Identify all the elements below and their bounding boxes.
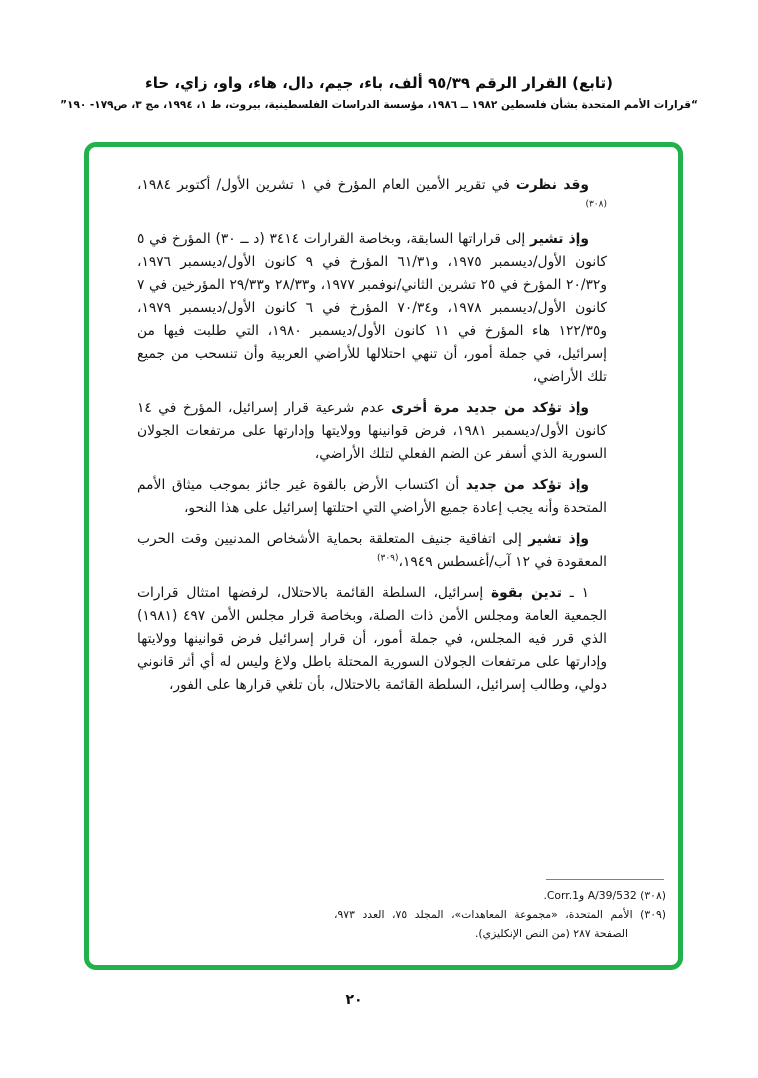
paragraph-text: عدم شرعية قرار إسرائيل، المؤرخ في ١٤ كانون الأول/ديسمبر ١٩٨١، فرض قوانينها وولايتها وإدارتها على مرتفعات الجولان السورية الذي أسفر عن الضم الفعلي لتلك الأراضي،	[137, 400, 607, 462]
paragraph-text: ١ ـ	[561, 585, 589, 601]
paragraph	[137, 397, 607, 466]
page-number: ٢٠	[345, 992, 363, 1008]
paragraph-text: أن اكتساب الأرض بالقوة غير جائز بموجب ميثاق الأمم المتحدة وأنه يجب إعادة جميع الأراضي التي احتلتها إسرائيل على هذا النحو،	[137, 477, 607, 516]
paragraph-lead: وإذ تشير	[530, 231, 589, 247]
document-frame	[84, 142, 683, 970]
paragraph	[137, 228, 607, 389]
page-header	[0, 74, 758, 111]
footnote-divider	[546, 879, 664, 880]
paragraph	[137, 582, 607, 697]
paragraph	[137, 528, 607, 574]
paragraph-text: في تقرير الأمين العام المؤرخ في ١ تشرين الأول/ أكتوبر ١٩٨٤،	[137, 177, 516, 193]
source-citation: “قرارات الأمم المتحدة بشأن فلسطين ١٩٨٢ ــ ١٩٨٦، مؤسسة الدراسات الفلسطينية، بيروت، ط ١، ١٩٩٤، مج ٣، ص١٧٩- ١٩٠”	[60, 99, 698, 111]
footnote: (٣٠٩) الأمم المتحدة، «مجموعة المعاهدات»، المجلد ٧٥، العدد ٩٧٣، الصفحة ٢٨٧ (من النص الإنكليزي).	[334, 908, 667, 940]
paragraph-lead: وإذ تشير	[528, 531, 589, 547]
footnote-ref: (٣٠٩)	[376, 553, 399, 564]
paragraph-text: إلى اتفاقية جنيف المتعلقة بحماية الأشخاص المدنيين وقت الحرب المعقودة في ١٢ آب/أغسطس ١٩٤٩،	[137, 531, 607, 570]
footnote: (٣٠٨) A/39/532 وCorr.1.	[543, 889, 666, 902]
footnote-ref: (٣٠٨)	[585, 199, 607, 210]
paragraph-text: إسرائيل، السلطة القائمة بالاحتلال، لرفضها امتثال قرارات الجمعية العامة ومجلس الأمن ذات الصلة، وبخاصة قرار مجلس الأمن ٤٩٧ (١٩٨١) الذي قرر فيه المجلس، في جملة أمور، أن قرار إسرائيل فرض قوانينها وولايتها وإدارتها على مرتفعات الجولان السورية المحتلة باطل ولاغ وليس له أي أثر قانوني دولي، وطالب إسرائيل، السلطة القائمة بالاحتلال، بأن تلغي قرارها على الفور،	[137, 585, 607, 693]
paragraph	[137, 174, 607, 220]
paragraph-lead: تدين بقوة	[491, 585, 562, 601]
resolution-title: (تابع) القرار الرقم ٩٥/٣٩ ألف، باء، جيم، دال، هاء، واو، زاي، حاء	[145, 74, 613, 92]
paragraph-text: إلى قراراتها السابقة، وبخاصة القرارات ٣٤١٤ (د ــ ٣٠) المؤرخ في ٥ كانون الأول/ديسمبر ١٩٧٥، و٦١/٣١ المؤرخ في ٩ كانون الأول/ديسمبر ١٩٧٦، و٢٠/٣٢ المؤرخ في ٢٥ تشرين الثاني/نوفمبر ١٩٧٧، و٢٨/٣٣ و٢٩/٣٣ المؤرخين في ٧ كانون الأول/ديسمبر ١٩٧٨، و٧٠/٣٤ المؤرخ في ٦ كانون الأول/ديسمبر ١٩٧٩، و١٢٢/٣٥ هاء المؤرخ في ١١ كانون الأول/ديسمبر ١٩٨٠، التي طلبت فيها من إسرائيل، في جملة أمور، أن تنهي احتلالها للأراضي العربية وأن تنسحب من جميع تلك الأراضي،	[137, 231, 608, 385]
paragraph-lead: وإذ تؤكد من جديد	[465, 477, 589, 493]
paragraph	[137, 474, 607, 520]
document-body	[137, 174, 607, 705]
paragraph-lead: وقد نظرت	[515, 177, 590, 193]
paragraph-lead: وإذ تؤكد من جديد مرة أخرى	[391, 400, 590, 416]
footnotes-section	[334, 879, 666, 943]
